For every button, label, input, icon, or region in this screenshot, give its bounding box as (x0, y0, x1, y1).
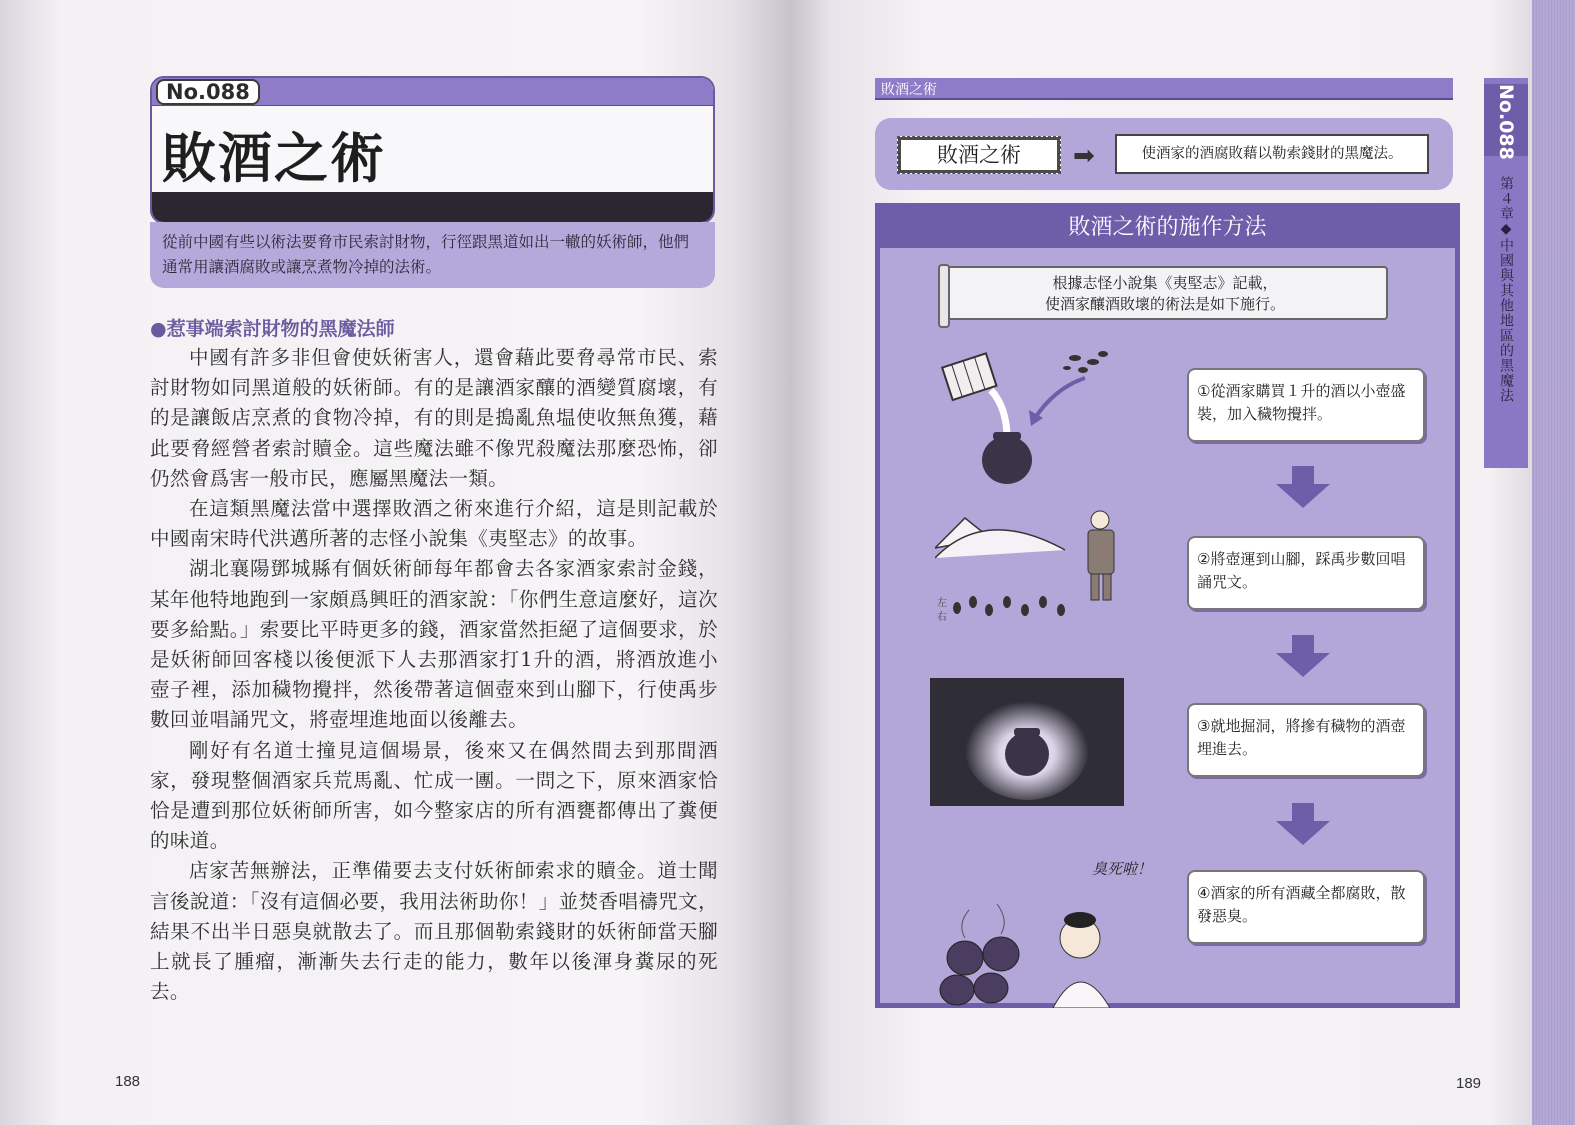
body-paragraph: 店家苦無辦法，正準備要去支付妖術師索求的贖金。道士聞言後說道：「沒有這個必要，我用法術助你！」並焚香唱禱咒文，結果不出半日惡臭就散去了。而且那個勒索錢財的妖術師當天腳上就長了腫瘤，漸漸失去行走的能力，數年以後渾身糞尿的死去。 (150, 859, 718, 1004)
procedure-flowchart (875, 203, 1460, 1008)
step-box-2: ②將壺運到山腳，踩禹步數回唱誦咒文。 (1187, 536, 1425, 610)
chapter-side-tab (1484, 78, 1528, 468)
flowchart-title: 敗酒之術的施作方法 (880, 208, 1455, 248)
right-arrow-icon: ➡ (1073, 141, 1095, 171)
buried-jar-illustration (930, 678, 1124, 806)
down-arrow-icon (1276, 635, 1330, 679)
source-scroll (942, 266, 1388, 320)
intro-summary: 從前中國有些以術法要脅市民索討財物，行徑跟黑道如出一轍的妖術師，他們通常用讓酒腐敗或讓烹煮物冷掉的法術。 (150, 222, 715, 288)
body-paragraph: 湖北襄陽鄧城縣有個妖術師每年都會去各家酒家索討金錢，某年他特地跑到一家頗爲興旺的酒家說：「你們生意這麼好，這次要多給點。」索要比平時更多的錢，酒家當然拒絕了這個要求，於是妖術師回客棧以後便派下人去那酒家打1升的酒，將酒放進小壺子裡，添加穢物攪拌，然後帶著這個壺來到山腳下，行使禹步數回並唱誦咒文，將壺埋進地面以後離去。 (150, 557, 718, 732)
page-number-left: 188 (115, 1073, 141, 1090)
down-arrow-icon (1276, 466, 1330, 510)
section-heading-text: 惹事端索討財物的黑魔法師 (166, 318, 395, 340)
section-heading (150, 314, 395, 341)
step-box-3: ③就地掘洞，將摻有穢物的酒壺埋進去。 (1187, 703, 1425, 777)
body-text (150, 343, 718, 1007)
side-tab-chapter: 第４章◆中國與其他地區的黑魔法 (1498, 176, 1514, 403)
rotten-jars-illustration (935, 868, 1135, 1008)
pour-wine-illustration (935, 348, 1135, 488)
entry-header-divider (152, 192, 713, 222)
footprint-label-right: 右 (937, 612, 947, 623)
top-bar-title: 敗酒之術 (881, 82, 937, 98)
entry-number-badge: No.088 (156, 79, 260, 105)
entry-header (150, 76, 715, 224)
body-paragraph: 剛好有名道士撞見這個場景，後來又在偶然間去到那間酒家，發現整個酒家兵荒馬亂、忙成一團。一問之下，原來酒家恰恰是遭到那位妖術師所害，如今整家店的所有酒甕都傳出了糞便的味道。 (150, 738, 718, 853)
page-edge (1532, 0, 1575, 1125)
down-arrow-icon (1276, 803, 1330, 847)
step-box-1: ①從酒家購買１升的酒以小壺盛裝，加入穢物攪拌。 (1187, 368, 1425, 442)
page-number-right: 189 (1456, 1075, 1482, 1092)
scroll-line: 使酒家釀酒敗壞的術法是如下施行。 (1044, 295, 1285, 313)
mountain-ritual-illustration (935, 498, 1135, 628)
step-box-4: ④酒家的所有酒藏全都腐敗，散發惡臭。 (1187, 870, 1425, 944)
body-paragraph: 在這類黑魔法當中選擇敗酒之術來進行介紹，這是則記載於中國南宋時代洪邁所著的志怪小說集《夷堅志》的故事。 (150, 497, 718, 551)
scroll-line: 根據志怪小說集《夷堅志》記載， (1052, 274, 1278, 292)
definition-description: 使酒家的酒腐敗藉以勒索錢財的黑魔法。 (1115, 134, 1429, 174)
side-tab-number: No.088 (1484, 84, 1528, 156)
smell-exclamation: 臭死啦！ (1092, 860, 1153, 878)
definition-box (875, 118, 1453, 190)
body-paragraph: 中國有許多非但會使妖術害人，還會藉此要脅尋常市民、索討財物如同黑道般的妖術師。有的是讓酒家釀的酒變質腐壞，有的是讓飯店烹煮的食物冷掉，有的則是搗亂魚塭使收無魚獲，藉此要脅經營者索討贖金。這些魔法雖不像咒殺魔法那麼恐怖，卻仍然會爲害一般市民，應屬黑魔法一類。 (150, 346, 718, 490)
page-title: 敗酒之術 (162, 126, 386, 190)
definition-term: 敗酒之術 (897, 136, 1061, 174)
top-bar (875, 78, 1453, 100)
footprint-label-left: 左 (937, 598, 947, 609)
right-page (790, 0, 1575, 1125)
section-bullet-icon: ● (150, 318, 167, 340)
